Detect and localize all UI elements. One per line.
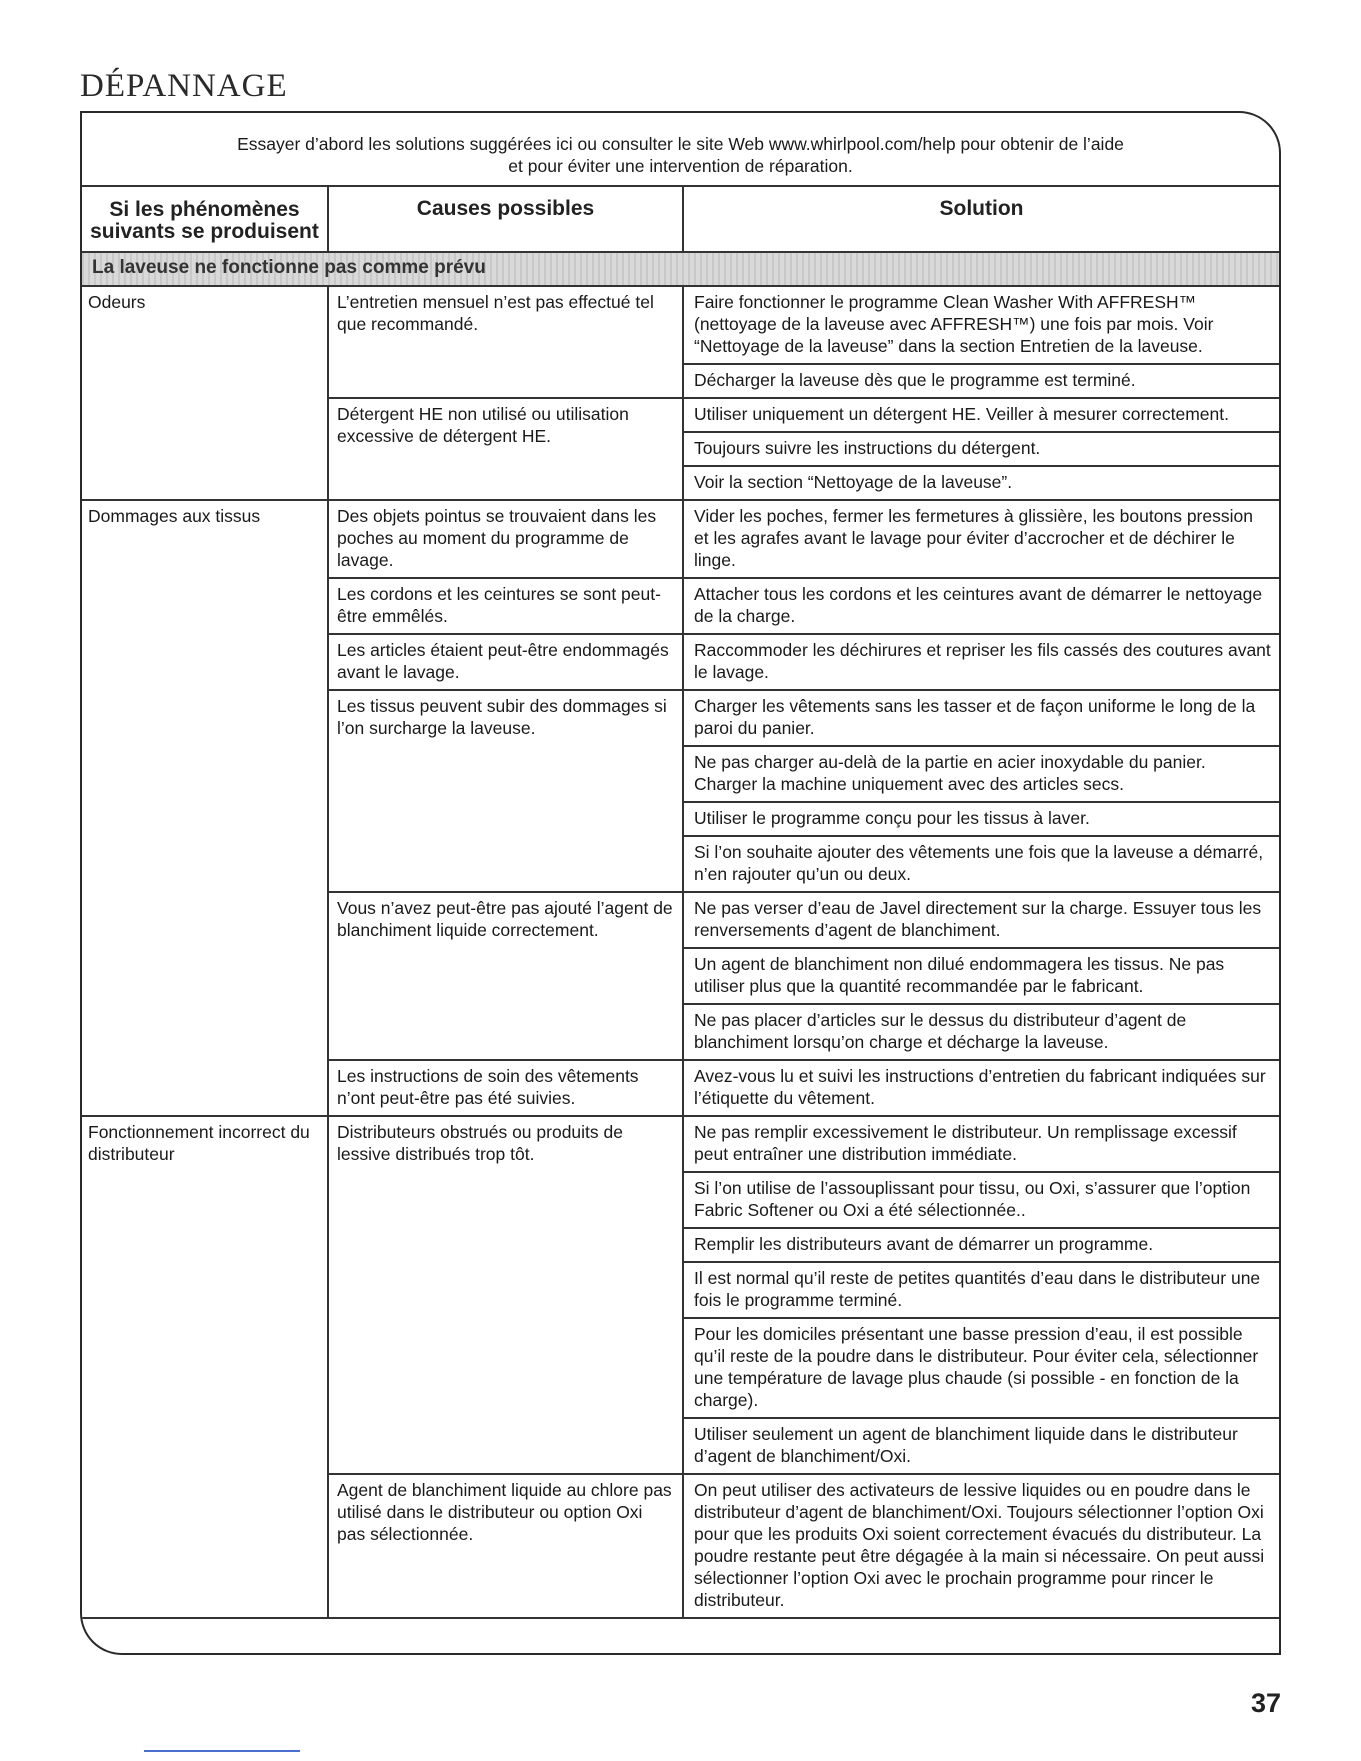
intro-line-2: et pour éviter une intervention de réparation. [508, 156, 853, 176]
solution-cell: Pour les domiciles présentant une basse pression d’eau, il est possible qu’il reste de la poudre dans le distributeur. Pour éviter cela, sélectionner une température de lavage plus chaude (si possible - en fonction de la charge). [683, 1318, 1279, 1418]
solution-cell: Voir la section “Nettoyage de la laveuse”. [683, 466, 1279, 500]
solution-cell: Utiliser uniquement un détergent HE. Veiller à mesurer correctement. [683, 398, 1279, 432]
page-number: 37 [1250, 1688, 1281, 1718]
section-title: La laveuse ne fonctionne pas comme prévu [82, 252, 1279, 286]
solution-cell: Si l’on utilise de l’assouplissant pour tissu, ou Oxi, s’assurer que l’option Fabric Softener ou Oxi a été sélectionnée.. [683, 1172, 1279, 1228]
header-symptoms-line-1: Si les phénomènes [109, 198, 300, 221]
table-row [82, 1116, 1279, 1172]
table-header-row [82, 186, 1279, 252]
solution-cell: Utiliser le programme conçu pour les tissus à laver. [683, 802, 1279, 836]
header-symptoms-line-2: suivants se produisent [90, 220, 319, 243]
cause-cell: Distributeurs obstrués ou produits de lessive distribués trop tôt. [328, 1116, 683, 1474]
symptom-cell: Dommages aux tissus [82, 500, 328, 1116]
solution-cell: Charger les vêtements sans les tasser et de façon uniforme le long de la paroi du panier. [683, 690, 1279, 746]
symptom-cell: Odeurs [82, 286, 328, 500]
solution-cell: Avez-vous lu et suivi les instructions d’entretien du fabricant indiquées sur l’étiquette du vêtement. [683, 1060, 1279, 1116]
solution-cell: Ne pas remplir excessivement le distributeur. Un remplissage excessif peut entraîner une distribution immédiate. [683, 1116, 1279, 1172]
cause-cell: Les cordons et les ceintures se sont peut-être emmêlés. [328, 578, 683, 634]
solution-cell: Faire fonctionner le programme Clean Washer With AFFRESH™ (nettoyage de la laveuse avec AFFRESH™) une fois par mois. Voir “Nettoyage de la laveuse” dans la section Entretien de la laveuse. [683, 286, 1279, 364]
table-row [82, 500, 1279, 578]
solution-cell: Décharger la laveuse dès que le programme est terminé. [683, 364, 1279, 398]
solution-cell: Toujours suivre les instructions du détergent. [683, 432, 1279, 466]
troubleshooting-panel [80, 111, 1281, 1655]
solution-cell: Ne pas placer d’articles sur le dessus du distributeur d’agent de blanchiment lorsqu’on charge et décharge la laveuse. [683, 1004, 1279, 1060]
header-causes: Causes possibles [328, 186, 683, 252]
header-solution: Solution [683, 186, 1279, 252]
solution-cell: Si l’on souhaite ajouter des vêtements une fois que la laveuse a démarré, n’en rajouter qu’un ou deux. [683, 836, 1279, 892]
header-symptoms [82, 186, 328, 252]
solution-cell: Remplir les distributeurs avant de démarrer un programme. [683, 1228, 1279, 1262]
solution-cell: Vider les poches, fermer les fermetures à glissière, les boutons pression et les agrafes avant le lavage pour éviter d’accrocher et de déchirer le linge. [683, 500, 1279, 578]
solution-cell: Ne pas verser d’eau de Javel directement sur la charge. Essuyer tous les renversements d’agent de blanchiment. [683, 892, 1279, 948]
symptom-cell: Fonctionnement incorrect du distributeur [82, 1116, 328, 1618]
solution-cell: Un agent de blanchiment non dilué endommagera les tissus. Ne pas utiliser plus que la quantité recommandée par le fabricant. [683, 948, 1279, 1004]
table-row [82, 286, 1279, 364]
cause-cell: L’entretien mensuel n’est pas effectué tel que recommandé. [328, 286, 683, 398]
solution-cell: Raccommoder les déchirures et repriser les fils cassés des coutures avant le lavage. [683, 634, 1279, 690]
solution-cell: Attacher tous les cordons et les ceintures avant de démarrer le nettoyage de la charge. [683, 578, 1279, 634]
cause-cell: Les instructions de soin des vêtements n’ont peut-être pas été suivies. [328, 1060, 683, 1116]
page-title: DÉPANNAGE [80, 68, 288, 104]
solution-cell: Il est normal qu’il reste de petites quantités d’eau dans le distributeur une fois le programme terminé. [683, 1262, 1279, 1318]
troubleshooting-table [82, 185, 1279, 1619]
intro-line-1: Essayer d’abord les solutions suggérées ici ou consulter le site Web www.whirlpool.com/help pour obtenir de l’aide [237, 134, 1124, 154]
cause-cell: Détergent HE non utilisé ou utilisation excessive de détergent HE. [328, 398, 683, 500]
footer-link-underline [144, 1750, 300, 1752]
solution-cell: Ne pas charger au-delà de la partie en acier inoxydable du panier. Charger la machine uniquement avec des articles secs. [683, 746, 1279, 802]
intro-text [82, 113, 1279, 185]
cause-cell: Des objets pointus se trouvaient dans les poches au moment du programme de lavage. [328, 500, 683, 578]
section-row [82, 252, 1279, 286]
cause-cell: Les tissus peuvent subir des dommages si l’on surcharge la laveuse. [328, 690, 683, 892]
cause-cell: Vous n’avez peut-être pas ajouté l’agent de blanchiment liquide correctement. [328, 892, 683, 1060]
cause-cell: Les articles étaient peut-être endommagés avant le lavage. [328, 634, 683, 690]
solution-cell: Utiliser seulement un agent de blanchiment liquide dans le distributeur d’agent de blanchiment/Oxi. [683, 1418, 1279, 1474]
cause-cell: Agent de blanchiment liquide au chlore pas utilisé dans le distributeur ou option Oxi pas sélectionnée. [328, 1474, 683, 1618]
solution-cell: On peut utiliser des activateurs de lessive liquides ou en poudre dans le distributeur d’agent de blanchiment/Oxi. Toujours sélectionner l’option Oxi pour que les produits Oxi soient correctement évacués du distributeur. La poudre restante peut être dégagée à la main si nécessaire. On peut aussi sélectionner l’option Oxi avec le prochain programme pour rincer le distributeur. [683, 1474, 1279, 1618]
